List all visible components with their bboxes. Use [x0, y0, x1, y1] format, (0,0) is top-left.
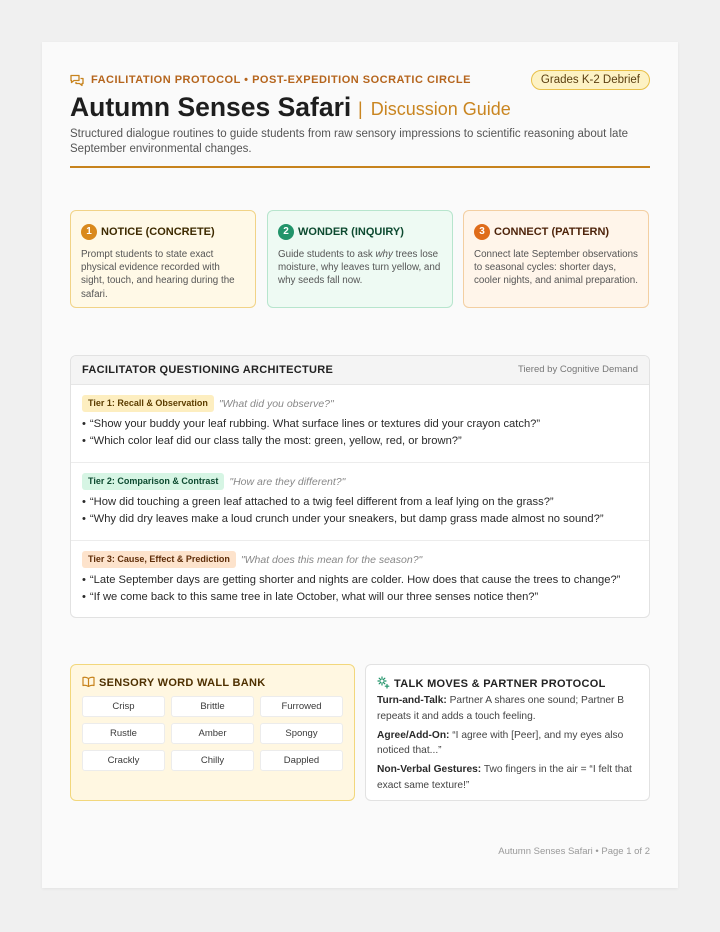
- subtitle-separator: |: [358, 99, 363, 119]
- card-body: Guide students to ask why trees lose moisture, why leaves turn yellow, and why seeds fall now.: [278, 249, 441, 287]
- grade-badge: Grades K-2 Debrief: [531, 70, 650, 90]
- page-title: Autumn Senses Safari: [70, 92, 352, 122]
- card-body: Connect late September observations to seasonal cycles: shorter days, cooler nights, and animal preparation.: [474, 249, 638, 287]
- tier-2: [71, 463, 649, 541]
- word-chip: Rustle: [82, 723, 165, 744]
- tier-quote: "What did you observe?": [218, 397, 334, 410]
- card-wonder: [267, 210, 453, 308]
- book-icon: [82, 676, 95, 687]
- sparkle-icon: [377, 676, 390, 689]
- talk-moves-panel: [365, 664, 650, 801]
- word-chip: Crackly: [82, 750, 165, 771]
- word-chip: Spongy: [260, 723, 343, 744]
- word-chip: Furrowed: [260, 696, 343, 717]
- tier-pill: Tier 1: Recall & Observation: [82, 395, 214, 412]
- tier-quote: "What does this mean for the season?": [240, 553, 423, 566]
- phase-cards: [70, 210, 650, 308]
- lead-paragraph: Structured dialogue routines to guide students from raw sensory impressions to scientific reasoning about late September environmental changes.: [70, 128, 629, 155]
- subtitle-text: Discussion Guide: [370, 99, 511, 119]
- word-chip: Brittle: [171, 696, 254, 717]
- question-item: • “If we come back to this same tree in late October, what will our three senses notice then?”: [82, 589, 638, 606]
- question-item: • “Show your buddy your leaf rubbing. What surface lines or textures did your crayon catch?”: [82, 416, 638, 433]
- question-item: • “Which color leaf did our class tally the most: green, yellow, red, or brown?”: [82, 433, 638, 450]
- tier-1: [71, 385, 649, 463]
- word-chip: Amber: [171, 723, 254, 744]
- word-chip: Chilly: [171, 750, 254, 771]
- questioning-panel: [70, 355, 650, 618]
- header-divider: [70, 166, 650, 168]
- tier-pill: Tier 2: Comparison & Contrast: [82, 473, 224, 490]
- tier-pill: Tier 3: Cause, Effect & Prediction: [82, 551, 236, 568]
- talk-move-row: Turn-and-Talk: Partner A shares one sound; Partner B repeats it and adds a touch feeling.: [377, 695, 625, 722]
- talk-move-row: Agree/Add-On: “I agree with [Peer], and my eyes also noticed that...”: [377, 729, 624, 757]
- header-topline: [70, 72, 650, 94]
- word-bank-title: SENSORY WORD WALL BANK: [82, 676, 343, 689]
- question-item: • “Late September days are getting shorter and nights are colder. How does that cause the trees to change?”: [82, 572, 638, 589]
- tier-3: [71, 541, 649, 618]
- word-chip: Crisp: [82, 696, 165, 717]
- question-item: • “Why did dry leaves make a loud crunch under your sneakers, but damp grass made almost no sound?”: [82, 511, 638, 528]
- bottom-panels: [70, 664, 650, 801]
- page-subtitle: [358, 99, 511, 120]
- card-title: WONDER (INQUIRY): [298, 225, 404, 238]
- questioning-header: [71, 356, 649, 385]
- card-connect: [463, 210, 649, 308]
- page-footer: Autumn Senses Safari • Page 1 of 2: [498, 846, 650, 857]
- card-body: Prompt students to state exact physical evidence recorded with sight, touch, and hearing during the safari.: [81, 249, 235, 300]
- questioning-tag: Tiered by Cognitive Demand: [517, 364, 638, 375]
- card-notice: [70, 210, 256, 308]
- card-number: 3: [474, 224, 490, 240]
- word-bank-panel: [70, 664, 355, 801]
- card-number: 2: [278, 224, 294, 240]
- tier-quote: "How are they different?": [229, 475, 346, 488]
- card-title: NOTICE (CONCRETE): [101, 225, 215, 238]
- protocol-label: FACILITATION PROTOCOL • POST-EXPEDITION SOCRATIC CIRCLE: [91, 74, 471, 86]
- word-chip: Dappled: [260, 750, 343, 771]
- card-number: 1: [81, 224, 97, 240]
- card-title: CONNECT (PATTERN): [494, 225, 610, 238]
- chat-bubbles-icon: [70, 74, 84, 87]
- talk-move-row: Non-Verbal Gestures: Two fingers in the air = “I felt that exact same texture!”: [377, 764, 632, 791]
- talk-moves-title: TALK MOVES & PARTNER PROTOCOL: [377, 676, 638, 690]
- document-page: [42, 42, 678, 888]
- question-item: • “How did touching a green leaf attached to a twig feel different from a leaf lying on the grass?”: [82, 494, 638, 511]
- questioning-title: FACILITATOR QUESTIONING ARCHITECTURE: [82, 364, 334, 376]
- word-grid: [82, 696, 343, 771]
